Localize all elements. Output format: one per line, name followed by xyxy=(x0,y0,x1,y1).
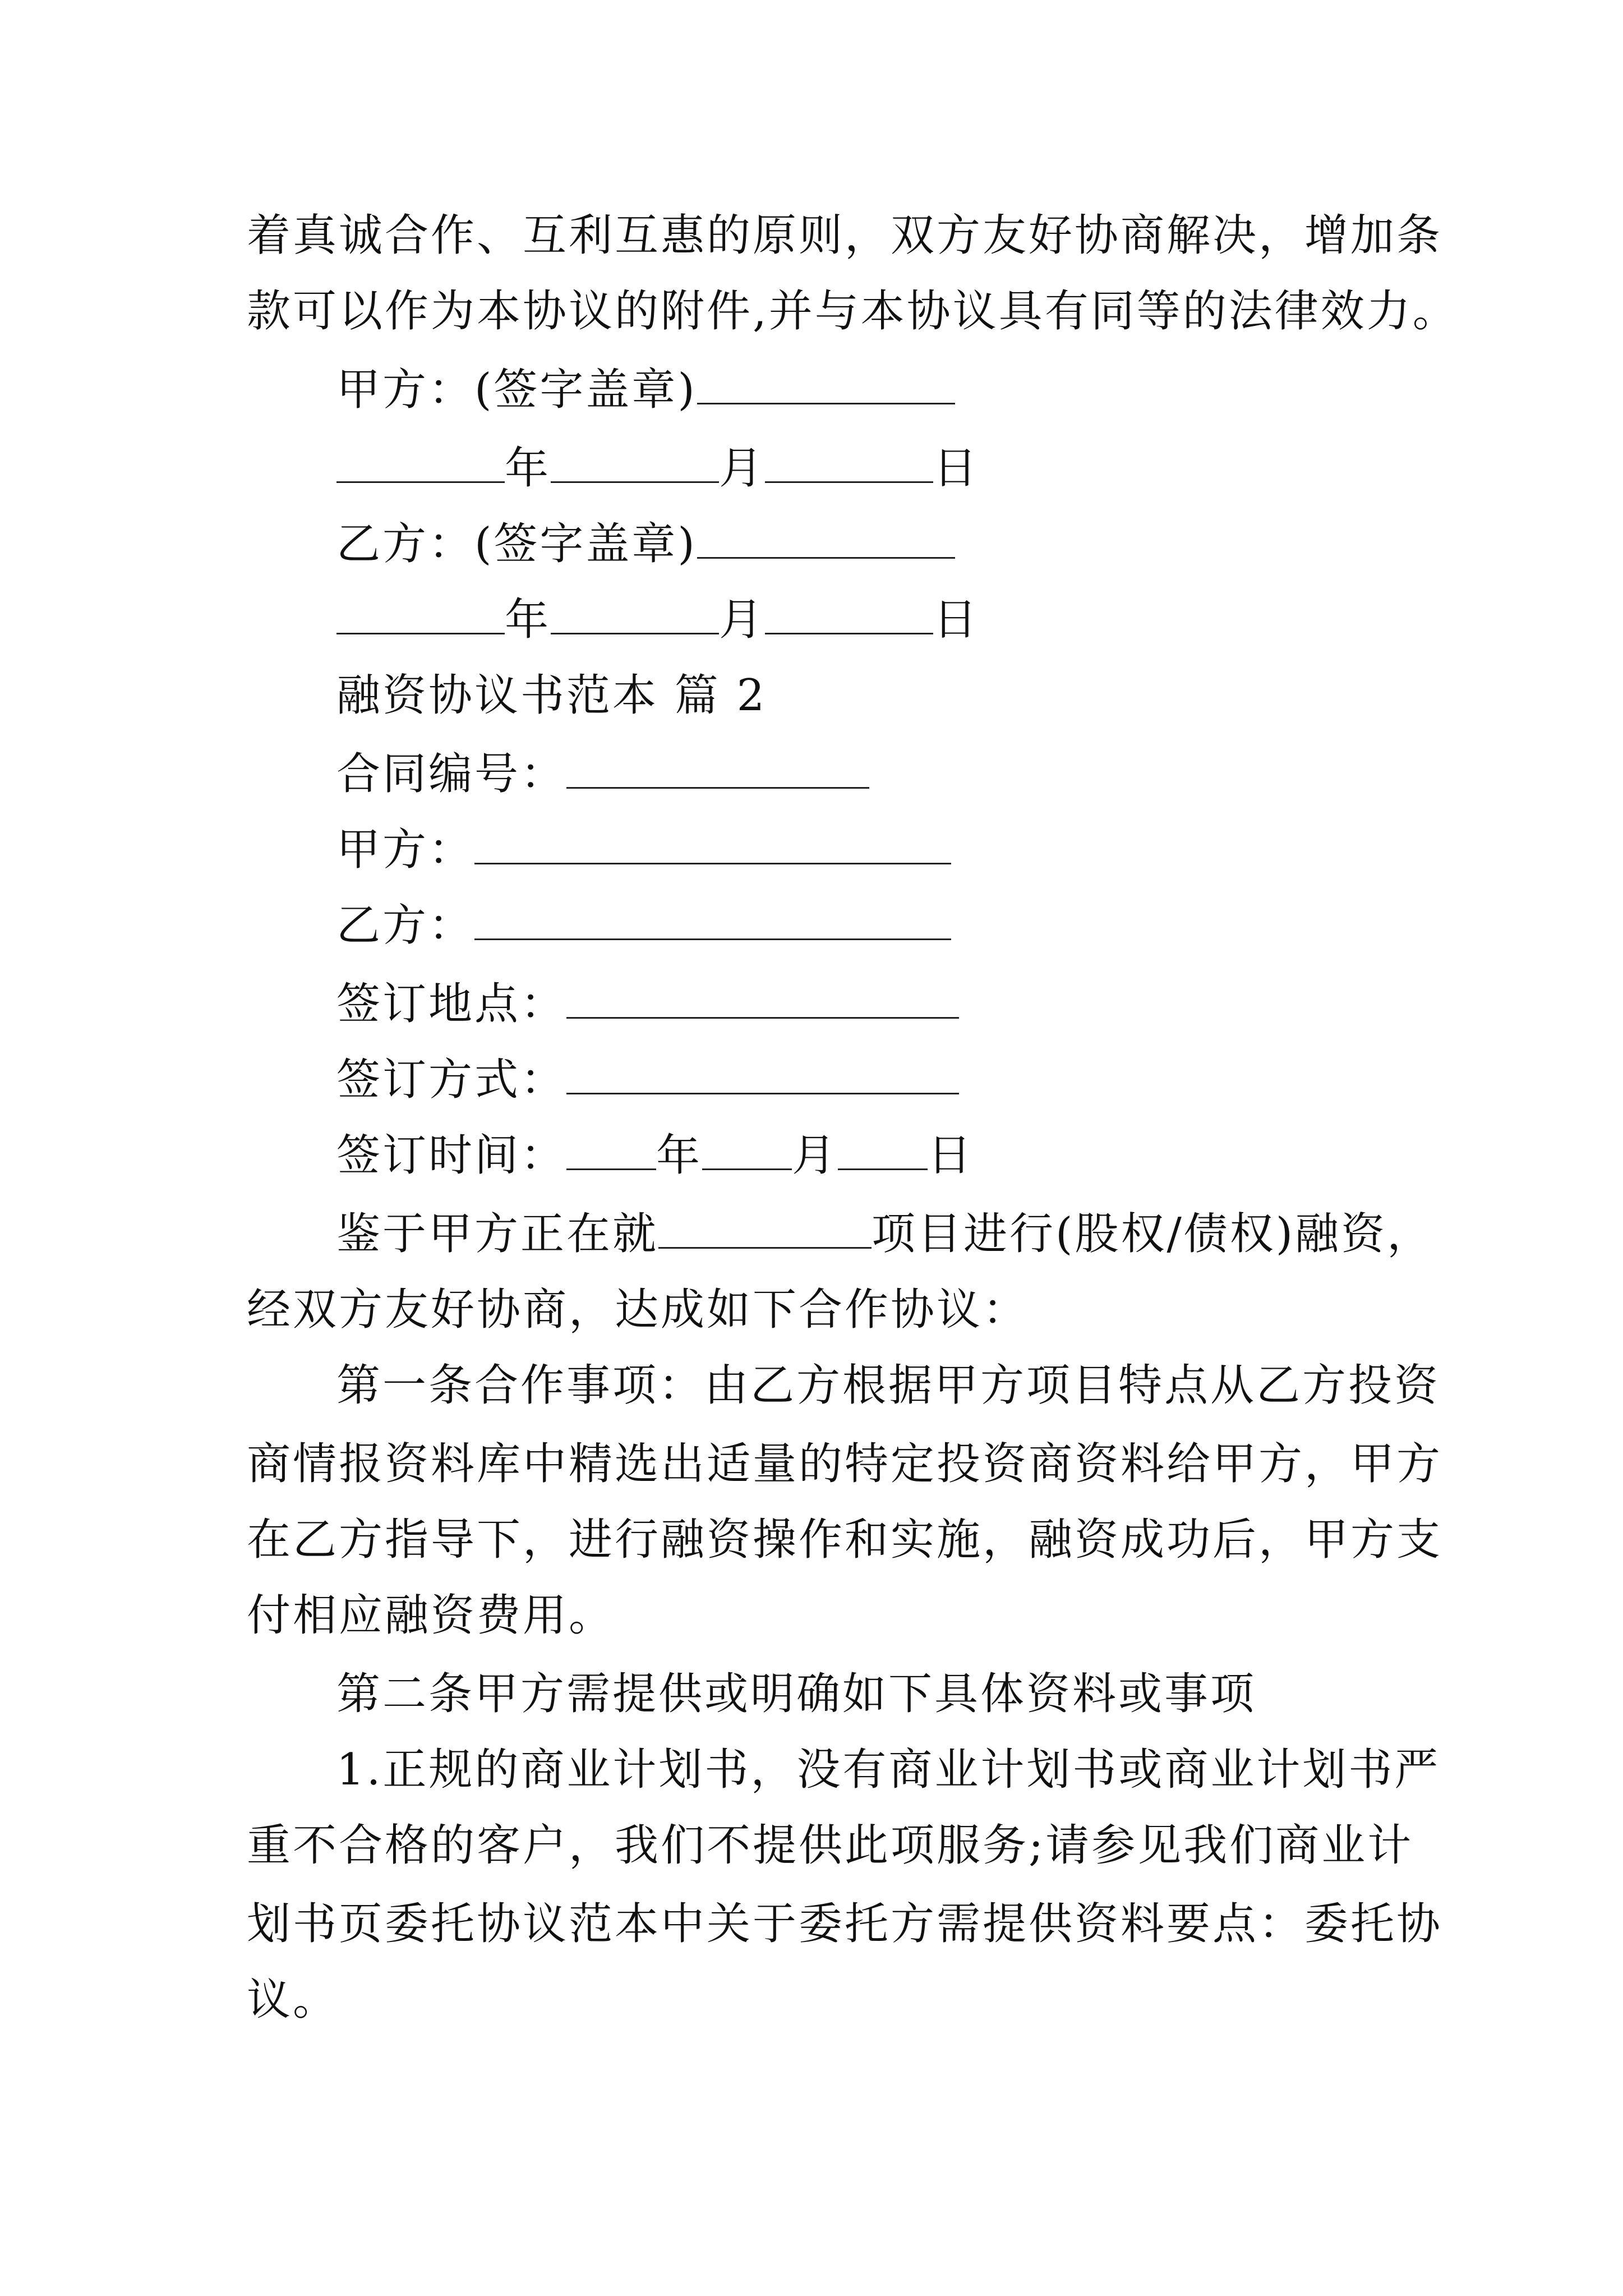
sign-b-label: 乙方：(签字盖章) xyxy=(336,519,697,569)
para1-line2: 款可以作为本协议的附件,并与本协议具有同等的法律效力。 xyxy=(247,286,1459,337)
party-a-blank xyxy=(474,823,951,864)
section-title: 融资协议书范本 篇 2 xyxy=(336,670,767,721)
article1-line1: 第一条合作事项：由乙方根据甲方项目特点从乙方投资 xyxy=(336,1360,1441,1411)
sign-b-year-label: 年 xyxy=(505,595,551,645)
time-month-blank xyxy=(702,1129,792,1170)
article2-item1-line4: 议。 xyxy=(247,1975,339,2025)
sign-b-month-label: 月 xyxy=(719,595,766,645)
sign-b-month-blank xyxy=(551,593,719,634)
sign-b-blank xyxy=(697,518,955,559)
sign-a-day-label: 日 xyxy=(933,443,980,494)
place-blank xyxy=(566,978,959,1019)
article2-title: 第二条甲方需提供或明确如下具体资料或事项 xyxy=(336,1669,1257,1719)
intro-line1-a: 鉴于甲方正在就 xyxy=(336,1209,659,1259)
contract-no-label: 合同编号： xyxy=(336,749,567,799)
time-year-blank xyxy=(566,1129,656,1170)
sign-b-row xyxy=(336,516,955,572)
time-label: 签订时间： xyxy=(336,1130,567,1181)
method-blank xyxy=(566,1053,959,1094)
intro-line1 xyxy=(336,1206,1433,1262)
contract-no-row xyxy=(336,746,869,802)
article2-item1-line2: 重不合格的客户，我们不提供此项服务;请参见我们商业计 xyxy=(247,1820,1414,1871)
sign-a-day-blank xyxy=(765,442,933,483)
sign-b-day-label: 日 xyxy=(933,595,980,645)
article1-line3: 在乙方指导下，进行融资操作和实施，融资成功后，甲方支 xyxy=(247,1515,1443,1565)
place-label: 签订地点： xyxy=(336,979,567,1029)
sign-a-year-blank xyxy=(336,442,505,483)
sign-a-date-row xyxy=(336,440,979,496)
party-b-row xyxy=(336,898,951,954)
method-label: 签订方式： xyxy=(336,1055,567,1105)
para1-line1: 着真诚合作、互利互惠的原则，双方友好协商解决，增加条 xyxy=(247,210,1443,261)
sign-a-year-label: 年 xyxy=(505,443,551,494)
party-b-blank xyxy=(474,899,951,940)
intro-line1-b: 项目进行(股权/债权)融资， xyxy=(872,1209,1433,1259)
sign-b-date-row xyxy=(336,592,979,648)
intro-line2: 经双方友好协商，达成如下合作协议： xyxy=(247,1285,1029,1335)
party-a-label: 甲方： xyxy=(336,825,475,875)
contract-no-blank xyxy=(566,748,869,789)
time-day-blank xyxy=(838,1129,928,1170)
article1-line4: 付相应融资费用。 xyxy=(247,1590,615,1641)
article2-item1-line3: 划书页委托协议范本中关于委托方需提供资料要点：委托协 xyxy=(247,1899,1443,1949)
time-row xyxy=(336,1128,974,1184)
place-row xyxy=(336,976,959,1032)
article2-item1-line1: 1.正规的商业计划书，没有商业计划书或商业计划书严 xyxy=(336,1745,1441,1795)
party-b-label: 乙方： xyxy=(336,900,475,951)
sign-a-month-blank xyxy=(551,442,719,483)
time-day-label: 日 xyxy=(928,1130,974,1181)
time-year-label: 年 xyxy=(656,1130,703,1181)
sign-a-month-label: 月 xyxy=(719,443,766,494)
sign-a-blank xyxy=(697,364,955,404)
sign-a-label: 甲方：(签字盖章) xyxy=(336,365,697,415)
article1-line2: 商情报资料库中精选出适量的特定投资商资料给甲方，甲方 xyxy=(247,1439,1443,1489)
sign-a-row xyxy=(336,362,955,418)
party-a-row xyxy=(336,822,951,878)
sign-b-day-blank xyxy=(765,593,933,634)
sign-b-year-blank xyxy=(336,593,505,634)
project-blank xyxy=(658,1208,872,1249)
time-month-label: 月 xyxy=(792,1130,838,1181)
method-row xyxy=(336,1052,959,1108)
